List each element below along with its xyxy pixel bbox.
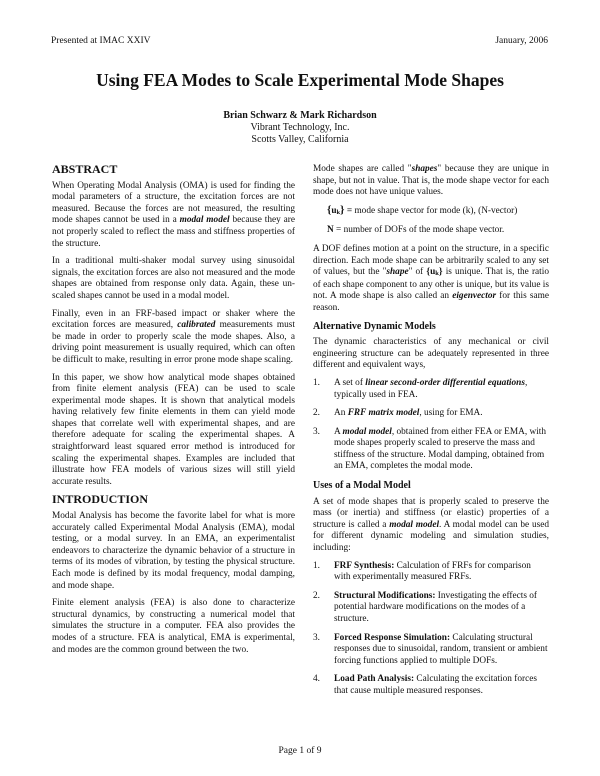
running-header-date: January, 2006 [495,36,548,46]
authors: Brian Schwarz & Mark Richardson [223,110,377,121]
alternative-models-heading: Alternative Dynamic Models [313,320,436,332]
running-header-venue: Presented at IMAC XXIV [51,36,151,46]
list-item: 1. A set of linear second-order differential equations, typically used in FEA. [313,377,528,400]
abstract-paragraph-2: In a traditional multi-shaker modal survey using sinusoidal signals, the excitation forces are also not measured and the mode shapes are obtained from response only data. Again, these un-scaled shapes cannot be used in a modal model. [52,256,295,301]
paper-title: Using FEA Modes to Scale Experimental Mode Shapes [96,70,504,90]
abstract-heading: ABSTRACT [52,162,118,176]
shapes-paragraph: Mode shapes are called "shapes" because they are unique in shape, but not in value. That is, the mode shape vector for each mode does not have unique values. [313,164,549,198]
affiliation: Vibrant Technology, Inc. [250,122,350,133]
list-item: 3. A modal model, obtained from either FEA or EMA, with mode shapes properly scaled to preserve the mass and stiffness of the structure. Modal damping, obtained from an EMA, completes the modal mode. [313,426,547,472]
page-number: Page 1 of 9 [278,746,322,756]
abstract-paragraph-4: In this paper, we show how analytical mode shapes obtained from finite element analysis (FEA) can be used to scale experimental mode shapes. It is shown that analytical models having relatively few finite elements in them can yield mode shapes that correlate well with experimental shapes, and are therefore adequate for scaling the experimental shapes. A straightforward least squared error method is introduced for scaling the experimental shapes. Examples are included that illustrate how FEA models of various sizes will still yield accurate results. [52,372,295,487]
list-item: 3. Forced Response Simulation: Calculating structural responses due to sinusoidal, random, transient or ambient forcing functions applied to multiple DOFs. [313,632,548,666]
list-item: 2. Structural Modifications: Investigating the effects of potential hardware modifications on the modes of a structure. [313,590,538,624]
equation-dof-count: N = number of DOFs of the mode shape vector. [327,225,505,236]
introduction-paragraph-2: Finite element analysis (FEA) is also done to characterize structural dynamics, by constructing a numerical model that simulates the structure in a computer. FEA also provides the modes of a structure. FEA is analytical, EMA is experimental, and modes are the common ground between the two. [52,598,295,655]
alternative-models-intro: The dynamic characteristics of any mechanical or civil engineering structure can be adequately represented in three different and equivalent ways, [313,337,549,371]
abstract-paragraph-1: When Operating Modal Analysis (OMA) is used for finding the modal parameters of a structure, the excitation forces are not measured. Because the forces are not measured, the resulting mode shapes cannot be used in a modal model because they are not properly scaled to reflect the mass and stiffness properties of the structure. [52,180,295,249]
byline [0,110,600,146]
alternative-models-list [313,378,549,473]
list-item: 1. FRF Synthesis: Calculation of FRFs for comparison with experimentally measured FRFs. [313,560,531,583]
right-column [313,164,549,705]
introduction-heading: INTRODUCTION [52,492,149,507]
abstract-paragraph-3: Finally, even in an FRF-based impact or shaker where the excitation forces are measured, calibrated measurements must be made in order to properly scale the mode shapes. Also, a driving point measurement is usually required, which can often be difficult to make, resulting in error prone mode shape scaling. [52,308,295,365]
location: Scotts Valley, California [251,134,349,145]
uses-heading: Uses of a Modal Model [313,480,411,492]
list-item: 2. An FRF matrix model, using for EMA. [313,408,483,419]
dof-paragraph: A DOF defines motion at a point on the structure, in a specific direction. Each mode shape can be arbitrarily scaled to any set of values, but the "shape" of {uk} is unique. That is, the ratio of each shape component to any other is unique, but its value is not. A mode shape is also called an eigenvector for this same reason. [313,243,549,313]
equation-mode-shape-vector: {uk} = mode shape vector for mode (k), (N-vector) [327,203,518,216]
list-item: 4. Load Path Analysis: Calculating the excitation forces that cause multiple measured responses. [313,674,537,696]
left-column [52,164,295,662]
uses-intro: A set of mode shapes that is properly scaled to preserve the mass (or inertia) and stiffness (or elastic) properties of a structure is called a modal model. A modal model can be used for different dynamic modeling and simulation studies, including: [313,496,550,554]
introduction-paragraph-1: Modal Analysis has become the favorite label for what is more accurately called Experimental Modal Analysis (EMA), modal testing, or a modal survey. In an EMA, an experimentalist endeavors to characterize the dynamic behavior of a structure in terms of its modes of vibration, by testing the physical structure. Each mode is defined by its modal frequency, modal damping, and mode shape. [52,511,295,591]
uses-list [313,561,549,698]
